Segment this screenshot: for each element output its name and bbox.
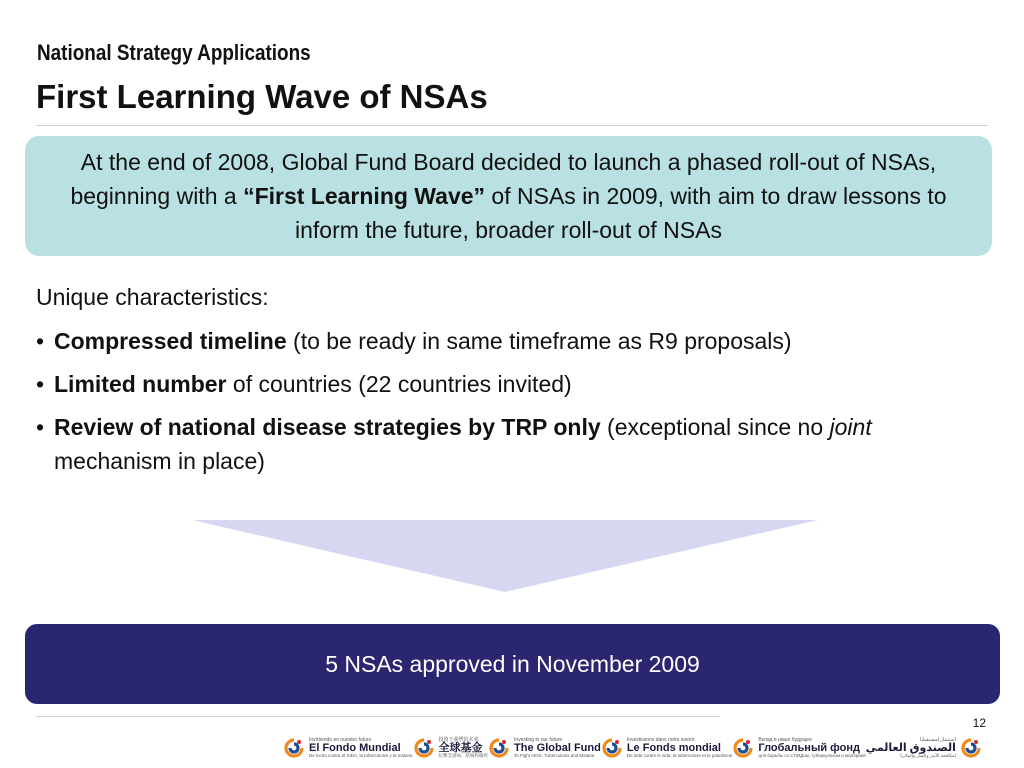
bullet-icon: •	[36, 414, 45, 440]
page-number: 12	[972, 716, 986, 730]
logo-spanish	[283, 737, 413, 759]
logo-name: Глобальный фонд	[758, 741, 860, 754]
list-item-italic: joint	[829, 414, 872, 440]
intro-text-part2: of NSAs in 2009, with aim to draw lessons to inform the future, broader roll-out of NSAs	[295, 183, 947, 243]
intro-text-part1: At the end of 2008, Global Fund Board decided to launch a phased roll-out of NSAs, beginning with a	[70, 149, 937, 209]
result-callout	[25, 624, 1000, 704]
logo-name: Le Fonds mondial	[626, 741, 721, 754]
list-item-bold: Compressed timeline	[54, 328, 287, 354]
list-item-bold: Review of national disease strategies by TRP only	[54, 414, 601, 440]
logo-tagline: Investissons dans notre avenir	[626, 736, 695, 743]
global-fund-logo-icon	[283, 737, 305, 759]
list-item-text: (to be ready in same timeframe as R9 proposals)	[286, 328, 792, 354]
logo-name: El Fondo Mundial	[309, 741, 401, 754]
slide-title: First Learning Wave of NSAs	[36, 78, 488, 115]
global-fund-logo-icon	[732, 737, 754, 759]
logo-arabic	[866, 737, 986, 759]
characteristics-heading: Unique characteristics:	[36, 284, 269, 310]
bullet-icon: •	[36, 371, 45, 397]
logo-tagline: Investing in our future	[514, 736, 563, 743]
logo-name: 全球基金	[438, 741, 483, 754]
global-fund-logo-icon	[413, 737, 435, 759]
logo-french	[601, 737, 733, 759]
footer-logo-strip	[283, 733, 983, 763]
characteristics-list	[36, 324, 986, 478]
logo-tagline: Invirtiendo en nuestro futuro	[309, 736, 372, 743]
logo-name: الصندوق العالمي	[865, 741, 956, 754]
logo-subtitle: для борьбы со СПИДом, туберкулезом и малярией	[758, 752, 866, 758]
logo-tagline: استثمار لمستقبلنا	[920, 736, 956, 743]
bullet-icon: •	[36, 328, 45, 354]
logo-subtitle: De lutte contre le sida, la tuberculose et le paludisme	[626, 752, 733, 758]
list-item-text: of countries (22 countries invited)	[226, 371, 572, 397]
global-fund-logo-icon	[488, 737, 510, 759]
intro-callout	[25, 136, 992, 256]
logo-chinese	[413, 737, 489, 759]
logo-russian	[732, 737, 865, 759]
logo-subtitle: لمكافحة الأيدز والسل والملاريا	[900, 752, 956, 758]
list-item-text-end: mechanism in place)	[54, 448, 265, 474]
logo-tagline: 投資于我們的未來	[438, 736, 479, 743]
result-text: 5 NSAs approved in November 2009	[325, 650, 700, 677]
characteristics-section	[36, 280, 986, 487]
global-fund-logo-icon	[960, 737, 982, 759]
down-arrow-shape	[192, 520, 818, 592]
logo-subtitle: To Fight AIDS, Tuberculosis and Malaria	[514, 752, 595, 758]
logo-subtitle: De lucha contra el SIDA, la tuberculosis y la malaria	[309, 752, 413, 758]
logo-tagline: Вклад в наше будущее	[758, 736, 812, 743]
down-arrow-icon	[192, 520, 818, 592]
intro-text-bold: “First Learning Wave”	[243, 183, 486, 209]
footer-divider	[36, 716, 720, 717]
list-item-text: (exceptional since no	[600, 414, 830, 440]
intro-text	[45, 145, 972, 247]
title-divider	[36, 125, 988, 126]
list-item	[36, 410, 986, 478]
logo-name: The Global Fund	[514, 741, 601, 754]
list-item-bold: Limited number	[54, 371, 227, 397]
logo-subtitle: 抗擊艾滋病、結核和瘧疾	[438, 752, 489, 758]
list-item	[36, 324, 986, 358]
logo-english	[488, 737, 601, 759]
list-item	[36, 367, 986, 401]
section-subtitle: National Strategy Applications	[37, 40, 311, 65]
global-fund-logo-icon	[601, 737, 623, 759]
